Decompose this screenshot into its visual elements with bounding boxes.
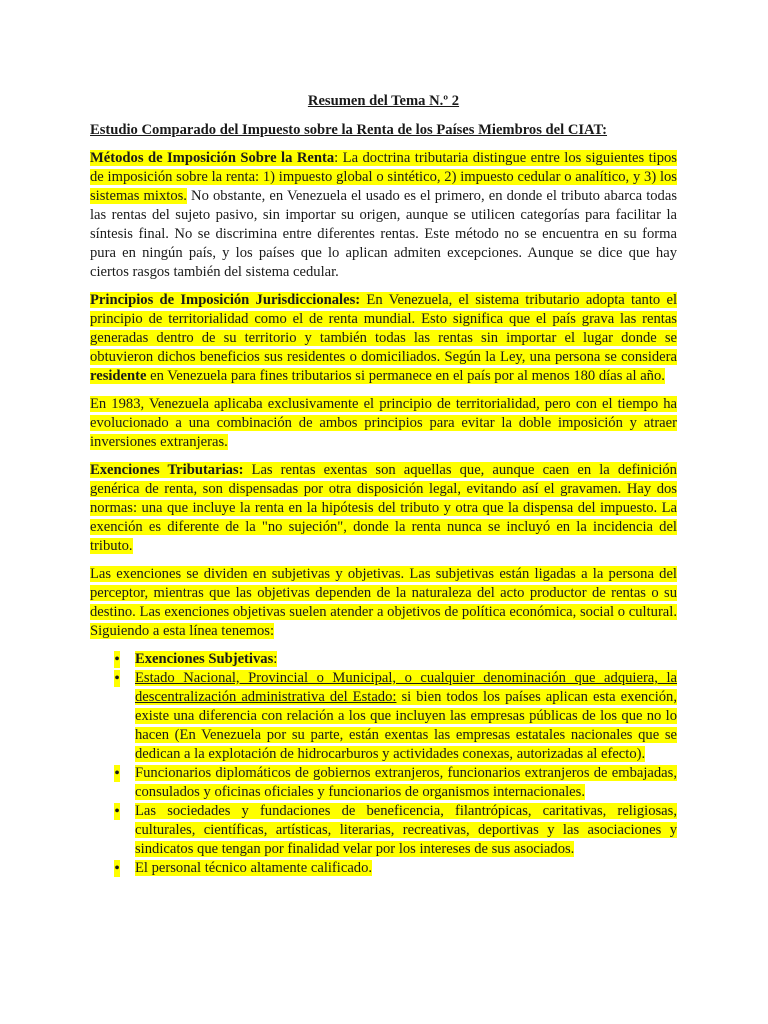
- metodos-rest-text: No obstante, en Venezuela el usado es el primero, en donde el tributo abarca todas las rentas del sujeto pasivo, sin importar su origen, aunque se utilicen categorías para facilitar la síntesis final. No se discrimina entre diferentes rentas. Este método no se encuentra en su forma pura en ningún país, y los países que lo aplican admiten excepciones. Aunque se dice que hay ciertos rasgos también del sistema cedular.: [90, 188, 678, 280]
- metodos-highlighted-text: : La doctrina tributaria distingue entre los siguientes tipos de imposición sobre la renta: 1) impuesto global o sintético, 2) impuesto cedular o analítico, y 3) los sistemas mixtos.: [90, 150, 677, 204]
- bullet-icon: •: [114, 803, 120, 820]
- paragraph-subjetivas-objetivas: [90, 565, 677, 641]
- list-item-bold: Exenciones Subjetivas: [135, 651, 274, 667]
- heading-metodos: Métodos de Imposición Sobre la Renta: [90, 150, 335, 166]
- bullet-icon: •: [114, 670, 120, 687]
- paragraph-principios: [90, 291, 677, 386]
- exenciones-list: [90, 650, 677, 878]
- list-item: • Exenciones Subjetivas:: [90, 650, 677, 669]
- bullet-icon: •: [114, 860, 120, 877]
- text-1983: En 1983, Venezuela aplicaba exclusivamente el principio de territorialidad, pero con el tiempo ha evolucionado a una combinación de ambos principios para evitar la doble imposición y atraer inversiones extranjeras.: [90, 396, 677, 450]
- paragraph-1983: [90, 395, 677, 452]
- bullet-icon: •: [114, 765, 120, 782]
- list-item: • El personal técnico altamente calificado.: [90, 859, 677, 878]
- principios-text-2: en Venezuela para fines tributarios si permanece en el país por al menos 180 días al año.: [146, 368, 665, 384]
- list-item-underlined: Estado Nacional, Provincial o Municipal, o cualquier denominación que adquiera, la descentralización administrativa del Estado:: [135, 670, 677, 705]
- list-item: • Las sociedades y fundaciones de beneficencia, filantrópicas, caritativas, religiosas, culturales, científicas, artísticas, literarias, recreativas, deportivas y las asociaciones y sindicatos que tengan por finalidad velar por los intereses de sus asociados.: [90, 802, 677, 859]
- document-subtitle: Estudio Comparado del Impuesto sobre la Renta de los Países Miembros del CIAT:: [90, 122, 608, 138]
- principios-text-1: En Venezuela, el sistema tributario adopta tanto el principio de territorialidad como el de renta mundial. Esto significa que el país grava las rentas generadas dentro de su territorio y también todas las rentas sin importar el lugar donde se obtuvieron dichos beneficios sus residentes o domiciliados. Según la Ley, una persona se considera: [90, 292, 678, 365]
- text-subjetivas-objetivas: Las exenciones se dividen en subjetivas y objetivas. Las subjetivas están ligadas a la persona del perceptor, mientras que las objetivas dependen de la naturaleza del acto productor de rentas o su destino. Las exenciones objetivas suelen atender a objetivos de política económica, social o cultural. Siguiendo a esta línea tenemos:: [90, 566, 677, 639]
- bullet-icon: •: [114, 651, 120, 668]
- document-page: [90, 92, 677, 878]
- residente-bold: residente: [90, 368, 147, 384]
- heading-principios: Principios de Imposición Jurisdiccionales:: [90, 292, 361, 308]
- paragraph-exenciones: [90, 461, 677, 556]
- list-item: • Estado Nacional, Provincial o Municipal, o cualquier denominación que adquiera, la descentralización administrativa del Estado: si bien todos los países aplican esta exención, existe una diferencia con relación a los que incluyen las empresas públicas de los que no lo hacen (En Venezuela por su parte, están exentas las empresas estatales nacionales que se dedican a la explotación de hidrocarburos y actividades conexas, autorizadas al efecto).: [90, 669, 677, 764]
- paragraph-metodos: [90, 149, 677, 282]
- heading-exenciones: Exenciones Tributarias:: [90, 462, 244, 478]
- list-item: • Funcionarios diplomáticos de gobiernos extranjeros, funcionarios extranjeros de embajadas, consulados y oficinas oficiales y funcionarios de organismos internacionales.: [90, 764, 677, 802]
- exenciones-text: Las rentas exentas son aquellas que, aunque caen en la definición genérica de renta, son dispensadas por otra disposición legal, evitando así el gravamen. Hay dos normas: una que incluye la renta en la hipótesis del tributo y otra que la dispensa del impuesto. La exención es diferente de la "no sujeción", donde la renta nunca se incluyó en la incidencia del tributo.: [90, 462, 677, 554]
- document-title: Resumen del Tema N.º 2: [307, 93, 460, 109]
